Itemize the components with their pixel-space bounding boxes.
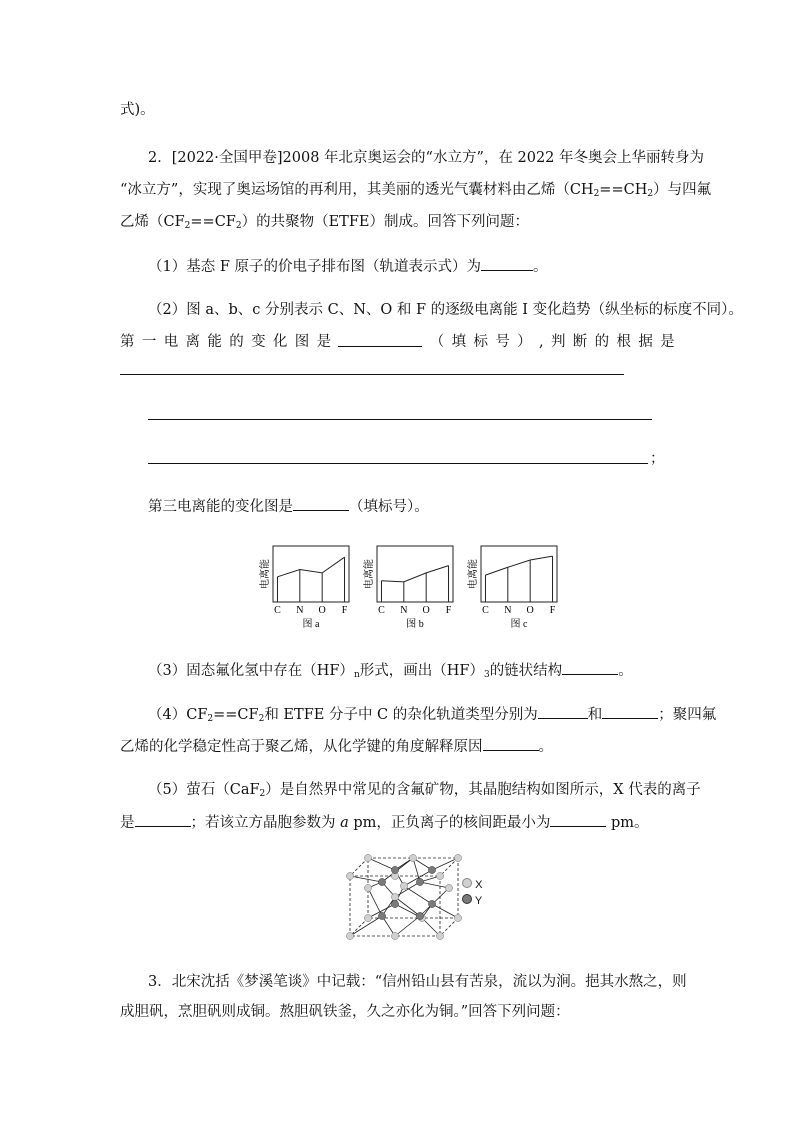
- word: 能: [207, 334, 222, 350]
- x-tick-label: C: [482, 605, 489, 616]
- x-tick-label: O: [526, 605, 534, 616]
- x-tick-label: C: [274, 605, 281, 616]
- series-line: [277, 557, 344, 577]
- word: （: [429, 334, 445, 350]
- answer-blank[interactable]: [481, 256, 533, 271]
- legend-x: X: [462, 878, 482, 891]
- y-axis-label: 电离能: [260, 559, 271, 589]
- y-ion: [378, 878, 385, 885]
- answer-blank[interactable]: [602, 704, 658, 719]
- x-ion: [364, 854, 371, 861]
- y-ion: [428, 900, 435, 907]
- charts-svg: [255, 540, 575, 630]
- y-ion: [378, 912, 385, 919]
- word: 化: [272, 334, 288, 350]
- y-ion: [416, 912, 423, 919]
- word: 图: [294, 334, 310, 350]
- q3-line-2: 成胆矾，烹胆矾则成铜。熬胆矾铁釜，久之亦化为铜。”回答下列问题：: [120, 1004, 570, 1020]
- x-tick-label: F: [445, 605, 452, 616]
- q2-line-3: 乙烯$(CF_2==CF_2)$的共聚物（ETFE）制成。回答下列问题：: [120, 214, 529, 231]
- x-ion: [409, 854, 416, 861]
- q2-line-1: 2．[2022·全国甲卷]2008 年北京奥运会的“水立方”，在 2022 年冬奥会上华丽转身为: [148, 150, 705, 166]
- y-ion: [391, 866, 398, 873]
- word: 判: [550, 334, 566, 350]
- part-4-line-2: 乙烯的化学稳定性高于聚乙烯，从化学键的角度解释原因 。: [120, 736, 553, 757]
- y-ion: [416, 878, 423, 885]
- word: ）: [517, 334, 532, 350]
- word: 一: [141, 334, 157, 350]
- x-tick-label: C: [378, 605, 385, 616]
- legend-y: Y: [462, 894, 482, 907]
- word: 断: [572, 334, 588, 350]
- word: 的: [594, 334, 610, 350]
- ionization-energy-charts: [255, 540, 575, 634]
- x-tick-label: F: [341, 605, 348, 616]
- y-axis-label: 电离能: [364, 559, 375, 589]
- answer-line[interactable]: [120, 374, 624, 375]
- series-line: [485, 556, 552, 575]
- answer-line[interactable]: [148, 463, 648, 464]
- x-ion: [346, 932, 353, 939]
- answer-blank[interactable]: [562, 660, 618, 675]
- word: 标: [473, 334, 488, 350]
- x-tick-label: N: [400, 605, 408, 616]
- part-5-line-1: （5）萤石（CaF$_2$）是自然界中常见的含氟矿物，其晶胞结构如图所示，X 代表的离子: [148, 782, 701, 799]
- x-ion: [445, 884, 452, 891]
- x-ion: [391, 932, 398, 939]
- word: 号: [495, 334, 510, 350]
- x-ion: [346, 872, 353, 879]
- x-ion: [391, 893, 398, 900]
- x-tick-label: F: [549, 605, 556, 616]
- word: 变: [251, 334, 266, 350]
- answer-blank[interactable]: [483, 736, 539, 751]
- x-ion: [454, 914, 461, 921]
- part-5-line-2: 是 ；若该立方晶胞参数为 a pm，正负离子的核间距最小为 pm。: [120, 812, 649, 833]
- y-ion: [428, 866, 435, 873]
- answer-line[interactable]: [148, 419, 652, 420]
- x-tick-label: N: [296, 605, 304, 616]
- x-ion: [400, 882, 407, 889]
- answer-blank[interactable]: [135, 812, 191, 827]
- part-2-line-1: （2）图 a、b、c 分别表示 C、N、O 和 F 的逐级电离能 I 变化趋势（纵坐标的标度不同）。: [148, 302, 743, 318]
- y-ion: [391, 900, 398, 907]
- fluorite-unit-cell: [340, 846, 490, 950]
- word: ,: [539, 334, 544, 350]
- answer-blank[interactable]: [538, 704, 588, 719]
- part-3: （3）固态氟化氢中存在$(HF)_n$形式，画出$(HF)_3$的链状结构 。: [148, 660, 633, 685]
- word: 据: [638, 334, 653, 350]
- answer-blank[interactable]: [338, 332, 422, 347]
- chart-caption: 图 c: [510, 619, 528, 630]
- word: 填: [451, 334, 467, 350]
- answer-blank[interactable]: [550, 812, 606, 827]
- part-4-line-1: $(4)CF_2==CF_2$和 ETFE 分子中 C 的杂化轨道类型分别为 和 ；聚四氟: [148, 704, 716, 729]
- x-tick-label: O: [318, 605, 326, 616]
- word: 根: [616, 334, 631, 350]
- chart-caption: 图 b: [406, 619, 424, 630]
- x-ion: [364, 914, 371, 921]
- word: 第: [120, 334, 135, 350]
- word: 离: [185, 334, 201, 350]
- word: 的: [229, 334, 244, 350]
- continuation-text: 式)。: [120, 102, 155, 118]
- x-ion: [436, 872, 443, 879]
- chart-frame: [273, 546, 349, 602]
- q2-line-2: “冰立方”，实现了奥运场馆的再利用，其美丽的透光气囊材料由乙烯$(CH_2==CH_2)$与四氟: [120, 182, 712, 199]
- x-ion: [364, 884, 371, 891]
- x-atom-icon: [462, 878, 472, 888]
- word: 是: [660, 334, 675, 350]
- part-1: （1）基态 F 原子的价电子排布图（轨道表示式）为 。: [148, 256, 548, 277]
- chart-frame: [377, 546, 453, 602]
- x-tick-label: N: [504, 605, 512, 616]
- x-ion: [454, 854, 461, 861]
- y-axis-label: 电离能: [468, 559, 479, 589]
- word: 电: [163, 334, 179, 350]
- q3-line-1: 3．北宋沈括《梦溪笔谈》中记载：“信州铅山县有苦泉，流以为涧。挹其水熬之，则: [148, 974, 687, 990]
- y-atom-icon: [462, 894, 472, 904]
- chart-caption: 图 a: [302, 619, 320, 630]
- part-2-line-3: 第三电离能的变化图是 （填标号）。: [148, 496, 429, 517]
- word: 是: [316, 334, 332, 350]
- series-line: [381, 566, 448, 582]
- x-tick-label: O: [422, 605, 430, 616]
- answer-blank[interactable]: [293, 496, 349, 511]
- part-2-line-2: [120, 332, 675, 352]
- semicolon: ；: [650, 451, 665, 467]
- chart-frame: [481, 546, 557, 602]
- x-ion: [436, 932, 443, 939]
